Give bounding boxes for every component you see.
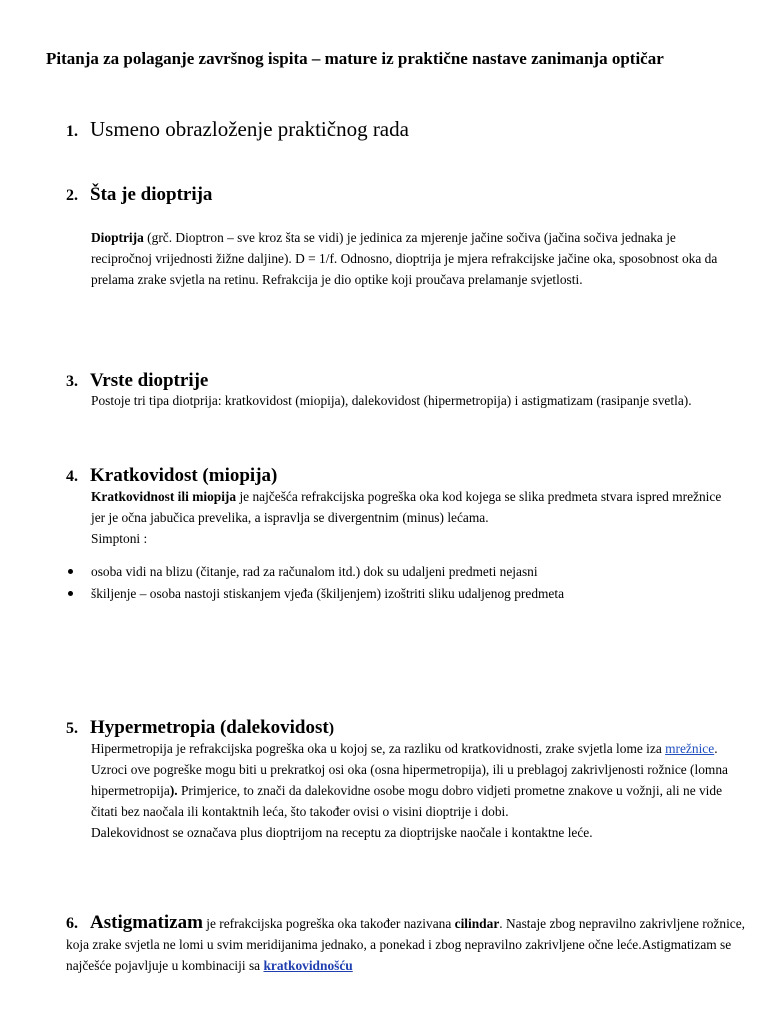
document-title: Pitanja za polaganje završnog ispita – mature iz praktične nastave zanimanja optičar [46,49,664,68]
list-item-text: škiljenje – osoba nastoji stiskanjem vjeđa (škiljenjem) izoštriti sliku udaljenog predmeta [91,586,565,601]
symptoms-label: Simptoni : [91,531,148,546]
section-number: 6. [66,915,78,932]
paragraph-text: (grč. Dioptron – sve kroz šta se vidi) je jedinica za mjerenje jačine sočiva (jačina sočiva jednaka je recipročnoj vrijednosti žižne daljine). D = 1/f. Odnosno, dioptrija je mjera refrakcijske jačine oka, sposobnost oka da prelama zrake svjetla na retinu. Refrakcija je dio optike koji proučava prelamanje svjetlosti. [91,230,718,287]
paragraph-text: Hipermetropija je refrakcijska pogreška oka u kojoj se, za razliku od kratkovidnosti, zrake svjetla lome iza [91,741,666,756]
bold-term: cilindar [454,916,500,931]
paragraph-text: je najčešća refrakcijska pogreška oka kod kojega se slika predmeta stvara ispred mrežnice jer je očna jabučica prevelika, a ispravlja se divergentnim (minus) lećama. [91,489,722,525]
section-title: Kratkovidost (miopija) [90,465,278,486]
paragraph-text: . Uzroci ove pogreške mogu biti u prekratkoj osi oka (osna hipermetropija), ili u preblagoj zakrivljenosti rožnice (lomna hipermetropija [91,741,728,798]
symptoms-list [66,561,564,605]
section-4-paragraph [91,486,731,549]
section-title: Hypermetropia (dalekovidost [90,717,329,738]
section-5-paragraph [91,738,731,843]
section-title: Astigmatizam [90,912,203,933]
bold-term: Dioptrija [91,230,144,245]
kratkovidnoscu-link[interactable]: kratkovidnošću [263,958,353,973]
section-2-heading [66,180,212,207]
section-3-paragraph: Postoje tri tipa diotprija: kratkovidost (miopija), dalekovidost (hipermetropija) i astigmatizam (rasipanje svetla). [91,393,692,408]
paragraph-text: Dalekovidnost se označava plus dioptrijom na receptu za dioptrijske naočale i kontaktne leće. [91,825,593,840]
bullet-icon [68,569,73,574]
bold-punct: ). [169,783,178,798]
section-1-heading [66,116,409,143]
section-number: 1. [66,123,78,140]
paragraph-text: . Nastaje zbog nepravilno zakrivljene rožnice, koja zrake svjetla ne lomi u svim meridijanima jednako, a ponekad i zbog nepravilno zakrivljene očne leće.Astigmatizam se najčešće pojavljuje u kombinaciji sa [66,916,746,973]
section-5-heading [66,713,334,740]
section-4-heading [66,461,277,488]
bullet-icon [68,591,73,596]
paragraph-text: je refrakcijska pogreška oka također nazivana [202,916,455,931]
section-title: Šta je dioptrija [90,184,213,205]
section-6-heading [66,912,746,976]
bold-term: Kratkovidnost ili miopija [91,489,237,504]
section-2-paragraph [91,227,731,290]
section-3-heading [66,366,208,393]
section-number: 4. [66,468,78,485]
list-item [66,561,564,583]
paragraph-text: Primjerice, to znači da dalekovidne osobe mogu dobro vidjeti prometne znakove u vožnji, ali ne vide čitati bez naočala ili kontaktnih leća, što također ovisi o visini dioptrije i dobi. [91,783,723,819]
section-number: 5. [66,720,78,737]
section-number: 2. [66,187,78,204]
section-title-paren: ) [328,720,335,737]
section-title: Vrste dioptrije [90,370,209,391]
section-title: Usmeno obrazloženje praktičnog rada [90,117,409,141]
mreznice-link[interactable]: mrežnice [665,741,715,756]
list-item-text: osoba vidi na blizu (čitanje, rad za računalom itd.) dok su udaljeni predmeti nejasni [91,564,538,579]
list-item [66,583,564,605]
section-number: 3. [66,373,78,390]
